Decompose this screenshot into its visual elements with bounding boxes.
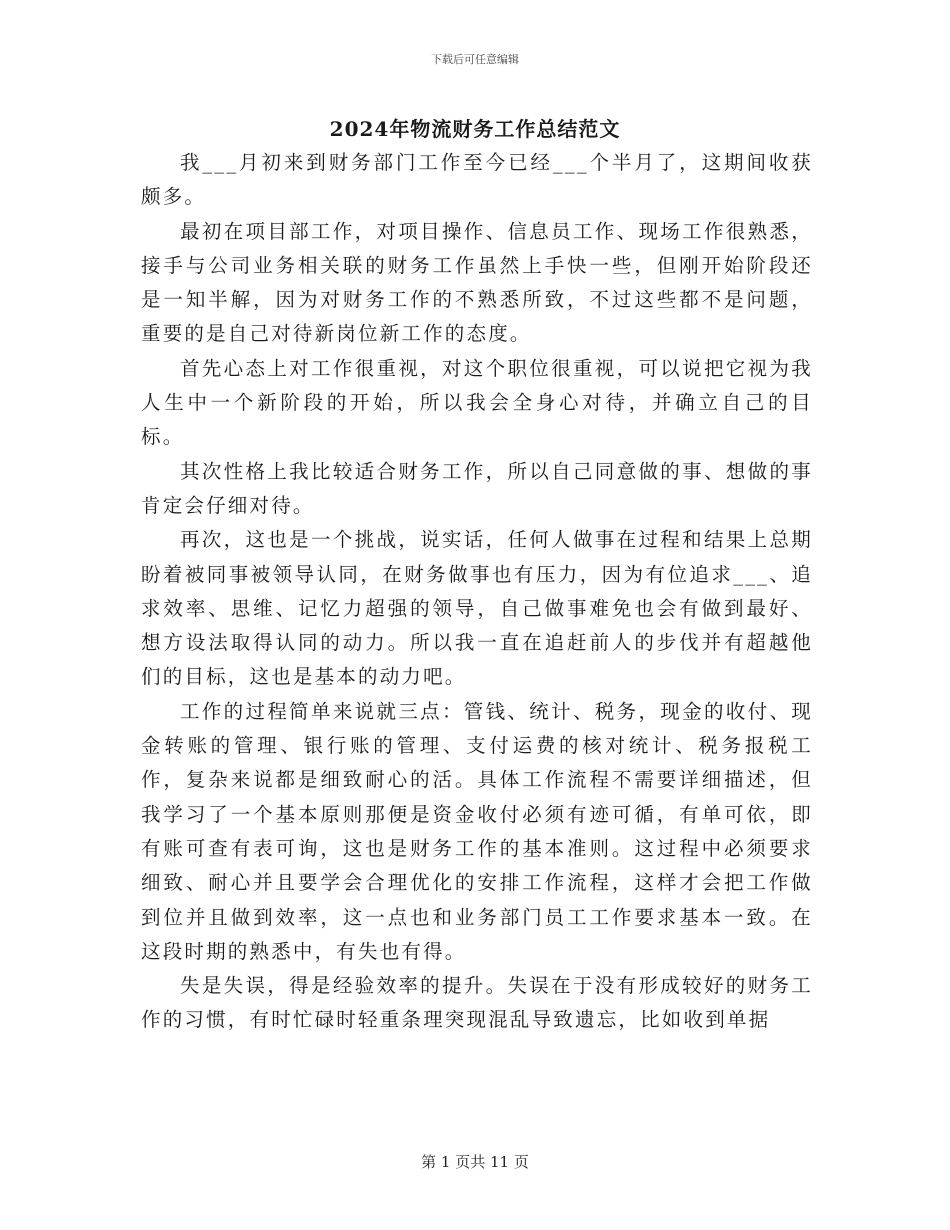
paragraph: 我___月初来到财务部门工作至今已经___个半月了，这期间收获颇多。 xyxy=(141,151,813,209)
paragraph: 首先心态上对工作很重视，对这个职位很重视，可以说把它视为我人生中一个新阶段的开始，所以我会全身心对待，并确立自己的目标。 xyxy=(141,356,813,449)
paragraph: 最初在项目部工作，对项目操作、信息员工作、现场工作很熟悉，接手与公司业务相关联的财务工作虽然上手快一些，但刚开始阶段还是一知半解，因为对财务工作的不熟悉所致，不过这些都不是问题，重要的是自己对待新岗位新工作的态度。 xyxy=(141,219,813,346)
page-number: 第 1 页共 11 页 xyxy=(421,1153,529,1171)
document-body xyxy=(141,146,813,1038)
paragraph: 其次性格上我比较适合财务工作，所以自己同意做的事、想做的事肯定会仔细对待。 xyxy=(141,459,813,517)
paragraph: 工作的过程简单来说就三点：管钱、统计、税务，现金的收付、现金转账的管理、银行账的管理、支付运费的核对统计、税务报税工作，复杂来说都是细致耐心的活。具体工作流程不需要详细描述，但我学习了一个基本原则那便是资金收付必须有迹可循，有单可依，即有账可查有表可询，这也是财务工作的基本准则。这过程中必须要求细致、耐心并且要学会合理优化的安排工作流程，这样才会把工作做到位并且做到效率，这一点也和业务部门员工工作要求基本一致。在这段时期的熟悉中，有失也有得。 xyxy=(141,699,813,963)
document-title: 2024年物流财务工作总结范文 xyxy=(329,117,621,141)
paragraph: 再次，这也是一个挑战，说实话，任何人做事在过程和结果上总期盼着被同事被领导认同，在财务做事也有压力，因为有位追求___、追求效率、思维、记忆力超强的领导，自己做事难免也会有做到最好、想方设法取得认同的动力。所以我一直在追赶前人的步伐并有超越他们的目标，这也是基本的动力吧。 xyxy=(141,528,813,689)
page-header-note: 下载后可任意编辑 xyxy=(431,53,519,66)
paragraph: 失是失误，得是经验效率的提升。失误在于没有形成较好的财务工作的习惯，有时忙碌时轻重条理突现混乱导致遗忘，比如收到单据 xyxy=(141,974,813,1032)
